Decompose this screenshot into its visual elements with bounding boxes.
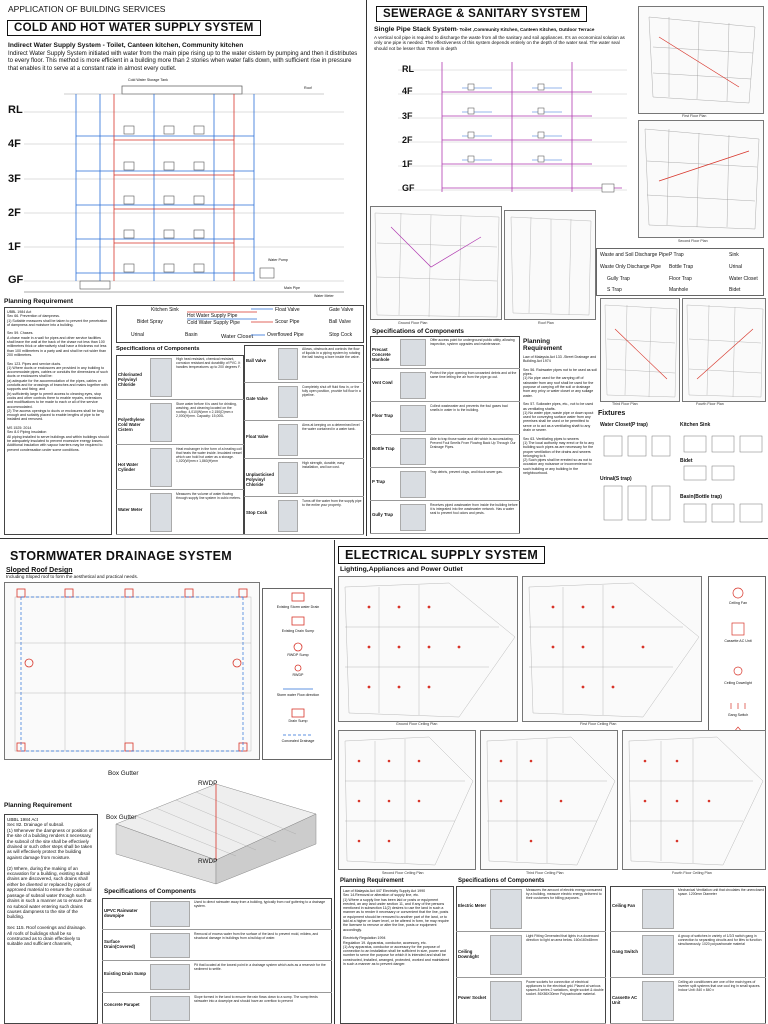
second-ceiling-plan [338,730,476,870]
component-description: Light Fitting Generated that lights in a downward direction to light an area below. 160x160x48mm [526,934,599,942]
level-2f: 2F [8,207,21,219]
component-photo [642,981,674,1021]
electrical-title: ELECTRICAL SUPPLY SYSTEM [338,546,545,564]
component-photo [642,889,674,929]
legend-overflow-pipe: Overflowed Pipe [267,332,304,338]
component-name: Unplasticised Polyvinyl Chloride [246,472,274,487]
legend-ball-valve: Ball Valve [329,319,351,325]
component-description: High strength, durable, easy installation, and low cost. [302,461,345,469]
legend-ceiling-fan: Ceiling Fan [728,601,748,605]
elec-planning-text: Law of Malaysia Act 447 Electricity Supply Act 1990 Sec 14.Removal or alteration of supply line, etc. (1) Where a supply line has been laid or posts or equipment erected, an any land under section 11, and if any of the persons mentioned in subsection 11(2) desires to use the land in such a manner as to render it necessary or convenient that the line, posts or equipment should be removed to another part of the land, or to laid at a higher or lower level, or be altered in form, he may require the licensee to remove or alter the line, posts or equipment accordingly. Electricity Regulation 1994 Regulation 19. Apparatus, conductor, accessory, etc. (1) Any apparatus, conductor or accessory for the purpose of connection to an installation shall be sufficient in size, power and number to serve the purpose for which it is intended and shall be constructed, installed, arranged, protected, worked and maintained in such a manner as to prevent danger. [340,886,454,1024]
component-description: Measures the volume of water flowing through supply line system in cubic meters. [176,492,241,500]
component-name: Electric Meter [458,903,487,908]
legend-concealed: Concealed Drainage [281,739,315,743]
sewerage-subtitle-bold: Single Pipe Stack System [374,26,457,33]
component-description: A group of switches in variety of 1/2/3 switch gang in connection to separating circuits and for lifes to function simultaneously. 1020 polycarbonate material [678,934,762,946]
component-row [244,345,364,383]
component-row [370,369,520,402]
component-name: Hot Water Cylinder [118,461,139,472]
level-gf: GF [8,274,24,286]
legend-gate-valve: Gate Valve [329,307,354,313]
cold-hot-water-intro: Indirect Water Supply System initiated with water from the main pipe rising up to the water cistern by pumping and then it distributes to every floor. This method is more efficient in a building more than 2 stories when water falls down, with sufficient rise in pressure that enables it to serve at a constant rate in almost every outlet. [8,51,358,72]
component-description: High heat resistant, chemical resistant, corrosion resistant and durability of PVC. It handles temperatures up to 200 degrees F. [176,357,241,369]
caption-first-floor: First Floor Plan [682,114,707,118]
label-main-pipe: Main Pipe [284,286,300,290]
fixtures-title: Fixtures [598,410,626,417]
legend-gully-trap: Gully Trap [607,276,630,282]
fourth-ceiling-plan [622,730,766,870]
component-photo [150,933,190,959]
caption-third-floor: Third Floor Plan [612,402,638,406]
component-photo [400,471,426,498]
component-name: Surface Drain(Covered) [104,939,136,950]
legend-stop-cock: Stop Cock [329,332,353,338]
component-name: Gate Valve [246,396,268,401]
legend-cold-pipe: Cold Water Supply Pipe [187,320,240,326]
component-row [370,468,520,501]
component-photo [400,339,426,366]
legend-waste-soil: Waste and Soil Discharge Pipe [600,252,669,258]
component-photo [490,981,522,1021]
legend-drain-sump: Existing Drain Sump [281,629,315,633]
component-row [116,445,244,490]
caption-roof: Roof Plan [538,321,554,325]
component-name: Gang Switch [612,949,639,954]
sew-spec-title: Specifications of Components [372,328,464,335]
component-photo [278,462,298,494]
fourth-floor-plan [682,298,766,402]
component-row [370,336,520,369]
component-description: Measures the amount of electric energy consumed by a building, measure electric energy delivered to their customers for billing purposes. [526,888,603,900]
spec-title: Specifications of Components [116,346,200,352]
legend-kitchen-sink: Kitchen Sink [151,307,179,313]
component-photo [400,405,426,432]
caption-ground-ceiling: Ground Floor Ceiling Plan [396,722,438,726]
component-photo [150,996,190,1022]
component-row [610,932,766,978]
divider-horizontal [0,538,768,539]
component-row [456,886,606,932]
fixture-bidet: Bidet [680,458,693,464]
component-photo [400,372,426,399]
legend-urinal-s: Urinal [729,264,743,270]
component-name: Polyethylene Cold Water Cistern [118,416,145,432]
cold-hot-water-title: COLD AND HOT WATER SUPPLY SYSTEM [7,20,261,36]
sew-planning-text: Law of Malaysia Act 133 -Street Drainage and Building Act 1974 Sec 56. Rainwater pipes not to be used as soil pipes. (1) No pipe used for the carrying off of rainwater from any roof shall be used for the purpose of carrying off the soil or drainage from any privy or water closet or any sullage water. Sec 57. Soilwater pipes, etc., not to be used as ventilating shafts. (1) No water pipe, waste pipe or down spout used for conveying surface water from any premises shall be used or be permitted to serve or to act as a ventilating shaft to any drain or sewer. Sec 63. Ventilating pipes to sewers (1) The local authority may erect or fix to any building such pipes as are necessary for the proper ventilation of the drains and sewers belonging to it. (2) Such pipes shall be erected so as not to occasion any nuisance or inconvenience to such building or any building in the neighbourhood. [523,355,597,476]
component-name: Power Socket [458,995,487,1000]
level-1f: 1F [8,241,21,253]
component-description: Heat exchanger in the form of a heating coil that heats the water inside. Insulated vessel which can hold hot water as a storage. 1,020(W)mm x 1,860(H)mm [176,447,242,463]
component-photo [490,889,522,929]
storm-planning-title: Planning Requirement [4,802,72,809]
caption-second-ceiling: Second Floor Ceiling Plan [382,871,424,875]
stack-schematic [372,58,634,198]
electrical-subtitle: Lighting,Appliances and Power Outlet [340,566,463,573]
sewerage-legend [596,248,764,296]
component-name: Vent Cowl [372,379,393,385]
legend-gang-switch: Gang Switch [727,713,749,717]
caption-third-ceiling: Third Floor Ceiling Plan [526,871,564,875]
planning-title: Planning Requirement [4,298,73,305]
stormwater-site-plan [4,582,260,760]
component-description: Allows, obstructs and controls the flow of liquids in a piping system by rotating the ball having a bore inside the valve. [302,347,361,359]
legend-bottle-trap: Bottle Trap [669,264,694,270]
label-water-meter: Water Meter [314,294,334,298]
legend-flow-direction: Storm water Flow direction [276,693,320,697]
component-row [610,978,766,1024]
component-name: Ceiling Downlight [458,949,479,959]
sewerage-subtitle-rest: - Toilet ,Community Kitchen, Canteen Kitchen, Outdoor Terrace [456,27,595,32]
component-name: Gully Trap [372,511,394,517]
component-row [244,459,364,497]
component-description: Collect wastewater and prevents the foul gases bad smells in water in to the building. [430,404,508,412]
legend-drain-sump-2: Drain Sump [288,719,308,723]
component-name: Existing Drain Sump [104,970,147,976]
component-row [370,435,520,468]
component-photo [278,386,298,418]
component-description: Mechanical Ventilation unit that circulates the unenclosed space. 1200mm Diameter [678,888,764,896]
component-row [116,400,244,445]
sew-level-gf: GF [402,183,415,193]
legend-water-closet: Water Closet [221,334,254,340]
ground-ceiling-plan [338,576,518,722]
roof-plan [504,210,596,320]
component-row [244,421,364,459]
legend-basin: Basin [185,332,198,338]
elec-spec-title: Specifications of Components [458,878,545,884]
component-name: UPVC Rainwater downpipe [104,907,138,918]
label-cold-tank: Cold Water Storage Tank [128,78,168,82]
component-photo [150,358,172,397]
component-photo [150,493,172,532]
sewerage-intro: A vertical soil pipe is required to discharge the waste from all the sanitary and soil appliances. It's an economical solution as only one pipe is needed. The effectiveness of this system depends entirely on the depth of the water seal. The water seal should not be lesser than 75mm in depth [374,35,625,51]
component-description: Ceiling air conditioners are one of the main types of inverter split systems that use cool ing in small spaces. Indoor Unit: 840 x 840 x [678,980,761,992]
legend-floor-trap: Floor Trap [669,276,692,282]
legend-bidet: Bidet [729,287,741,293]
divider-vertical-bottom [334,540,335,1024]
component-description: Receives piped wastewater from inside the building before it is integrated into the wastewater network. Has a water seal to prevent foul odors and pests. [430,503,518,515]
component-description: Protect the pipe opening from unwanted debris and at the same time letting the air from the pipe go out. [430,371,517,379]
component-name: Precast Concrete Manhole [372,346,391,362]
component-photo [642,935,674,975]
component-description: Pit that located at the lowest point in a drainage system which acts as a reservoir for the sediment to settle. [194,963,326,971]
level-3f: 3F [8,173,21,185]
legend-hot-pipe: Hot Water Supply Pipe [187,313,238,319]
component-row [456,978,606,1024]
divider-vertical-top [366,0,367,536]
cold-hot-water-section [0,0,368,536]
component-description: Used to direct rainwater away from a building, typically from roof guttering to a drainage system. [194,900,326,908]
component-row [102,898,332,930]
legend-s-trap: S Trap [607,287,622,293]
electrical-section [336,540,768,1024]
component-photo [150,403,172,442]
stormwater-intro: Including Sloped roof to form the aesthetical and practical needs. [6,574,139,579]
third-floor-plan [600,298,680,402]
component-row [244,383,364,421]
legend-wc: Water Closet [729,276,758,282]
component-description: Offer access point for underground public utility, allowing inspection, system upgrades and maintenance. [430,338,515,346]
legend-rwdp: RWDP [292,673,304,677]
legend-scour-pipe: Scour Pipe [275,319,300,325]
component-row [102,993,332,1024]
component-name: Chlorinated Polyvinyl Chloride [118,371,142,387]
legend-float-valve: Float Valve [275,307,300,313]
sew-level-3f: 3F [402,111,413,121]
stormwater-legend [262,588,332,760]
component-description: Trap debris, prevent clogs, and block sewer gas. [430,470,503,474]
sewerage-subtitle [374,26,594,33]
component-description: Slope formed in the land to ensure the rain flows down to a sump. The sump feeds rainwater into a downpipe and should have an overflow to prevent [194,994,318,1003]
legend-sink: Sink [729,252,739,258]
water-supply-schematic [4,76,364,300]
component-name: Ball Valve [246,358,267,363]
legend-p-trap: P Trap [669,252,684,258]
component-row [102,930,332,962]
component-row [102,961,332,993]
component-row [244,497,364,535]
component-name: Ceiling Fan [612,903,636,908]
stormwater-title: STORMWATER DRAINAGE SYSTEM [4,548,238,564]
component-description: Completely shut off fluid flow in, or the fully open position, provide full flow in a pipeline. [302,385,361,397]
caption-fourth-floor: Fourth Floor Plan [696,402,724,406]
component-photo [150,964,190,990]
legend-waste-only: Waste Only Discharge Pipe [600,264,661,270]
sew-level-2f: 2F [402,135,413,145]
component-photo [278,500,298,532]
fixtures-drawings [598,430,766,534]
component-name: Concrete Parapet [104,1002,140,1008]
component-photo [150,901,190,927]
component-name: Float Valve [246,434,269,439]
fixture-wc: Water Closet(P trap) [600,422,648,428]
label-rwdp-2: RWDP [198,858,218,865]
label-box-gutter-2: Box Gutter [106,814,137,821]
legend-cassette-ac: Cassette AC Unit [724,639,752,643]
label-rwdp-1: RWDP [198,780,218,787]
second-floor-plan [638,120,764,238]
sew-level-rl: RL [402,64,414,74]
legend-manhole: Manhole [669,287,689,293]
component-name: Water Meter [118,506,143,512]
component-photo [278,424,298,456]
fixture-basin: Basin(Bottle trap) [680,494,722,500]
component-photo [150,448,172,487]
doc-header: APPLICATION OF BUILDING SERVICES [8,4,166,14]
caption-ground-floor: Ground Floor Plan [398,321,428,325]
label-roof: Roof [304,86,312,90]
legend-bidet-spray: Bidet Spray [137,319,163,325]
component-description: Store water before it is used for drinking, washing, and cleaning located on the rooftop. 4,010(W)mm x 2,150(D)mm x 2,000(H)mm. Capacity: 15,000L [176,402,237,418]
elec-planning-title: Planning Requirement [340,878,404,884]
component-name: P Trap [372,478,386,484]
component-photo [490,935,522,975]
component-name: Floor Trap [372,412,394,418]
first-floor-plan [638,6,764,114]
component-description: Removal of excess water from the surface of the land to prevent mold, mildew, and structural damage in buildings from a buildup of water. [194,931,319,940]
cold-hot-water-subtitle: Indirect Water Supply System - Toilet, Canteen kitchen, Community kitchen [8,42,244,49]
component-description: Able to trap those waste and dirt which is accumulating. Prevent Foul Smells From Flowing Back Up Through Our Drainage Pipes. [430,437,516,449]
first-ceiling-plan [522,576,702,722]
component-name: Stop Cock [246,510,268,515]
component-row [456,932,606,978]
label-box-gutter-1: Box Gutter [108,770,139,777]
caption-fourth-ceiling: Fourth Floor Ceiling Plan [672,871,712,875]
fixture-urinal: Urinal(S trap) [600,476,632,482]
component-photo [400,438,426,465]
caption-second-floor: Second Floor Plan [678,239,708,243]
label-water-pump: Water Pump [268,258,288,262]
legend-rwdp-sump: RWDP Sump [287,653,309,657]
caption-first-ceiling: First Floor Ceiling Plan [580,722,617,726]
level-4f: 4F [8,138,21,150]
sew-level-4f: 4F [402,86,413,96]
sewerage-title: SEWERAGE & SANITARY SYSTEM [376,6,587,22]
component-row [370,402,520,435]
ground-floor-plan [370,206,502,320]
legend-storm-drain: Existing Storm water Drain [276,605,320,609]
component-row [116,490,244,535]
storm-planning-text: UBBL 1984 Act Sec 82. Drainage of subsoil. (1) Whenever the dampness or position of the site of a building renders it necessary, the subsoil of the site shall be effectively drained or such other steps shall be taken as will effectively protect the building against damage from moisture. (2) Where, during the making of an excavation for a building, existing subsoil drains are discovered, such drains shall either be diverted or replaced by pipes of approved material to ensure the continual passage of subsoil water through such drains in such a manner as to ensure that no subsoil water entering such drains causes dampness to the site of the building. Sec 115. Roof coverings and drainage. All roofs of buildings shall be so constructed as to drain effectively to suitable and sufficient channels, [4,814,98,1024]
component-name: Bottle Trap [372,445,395,451]
planning-text: UBBL 1984 Act Sec 66. Prevention of dampness. (1) Suitable measures shall be taken to prevent the penetration of dampness and moisture into a building. Sec 59. Chases. A chase made in a wall for pipes and other service facilities shall leave the wall at the back of the chase not less than 100 millimetres thick or alternatively shall have a thickness not less than 100 millimetres in a party wall and shall be not wider than 200 millimetres. Sec 123. Pipes and service ducts. (1) Where ducts or enclosures are provided in any building to accommodate pipes, cables or conduits the dimensions of such ducts or enclosures shall be: (a) adequate for the accommodation of the pipes, cables or conduits and for crossings of branches and mains together with supports and fixing; and (b) sufficiently large to permit access to cleaning eyes, stop cocks and other controls there to enable repairs, extensions and modifications to be made to each or all of the service accommodated. (2) The access openings to ducts or enclosures shall be long enough and suitably placed to enable lengths of pipe to be installed and removed. MS 1525: 2014 Sec 8.0 Piping insulation All piping installed to serve buildings and within buildings should be adequately insulated to prevent excessive energy losses. Additional insulation with vapour barriers may be required to prevent condensation under some conditions. [4,307,112,535]
water-legend [116,305,364,343]
component-description: Turns off the water from the supply pipe to the entire your property. [302,499,362,507]
level-rl: RL [8,104,23,116]
component-photo [278,348,298,380]
stormwater-section [0,540,336,1024]
legend-urinal: Urinal [131,332,145,338]
sew-level-1f: 1F [402,159,413,169]
component-description: Aims at keeping on a determined level the water contained in a water tank. [302,423,360,431]
component-row [610,886,766,932]
component-name: Cassette AC Unit [612,995,638,1005]
storm-spec-title: Specifications of Components [104,888,196,895]
fixture-kitchen-sink: Kitchen Sink [680,422,711,428]
component-photo [400,504,426,531]
sewerage-sanitary-section [368,0,768,536]
stormwater-subtitle: Sloped Roof Design [6,567,73,574]
component-description: Power sockets for connection of electrical appliances to the electrical grid. Placed at various spaces.8 series 2 variations, single socket & double socket. 86X86X30mm Polycarbonate material. [526,980,604,996]
sew-planning-title: Planning Requirement [523,338,563,352]
third-ceiling-plan [480,730,618,870]
legend-downlight: Ceiling Downlight [724,681,752,685]
component-row [370,501,520,534]
component-row [116,355,244,400]
